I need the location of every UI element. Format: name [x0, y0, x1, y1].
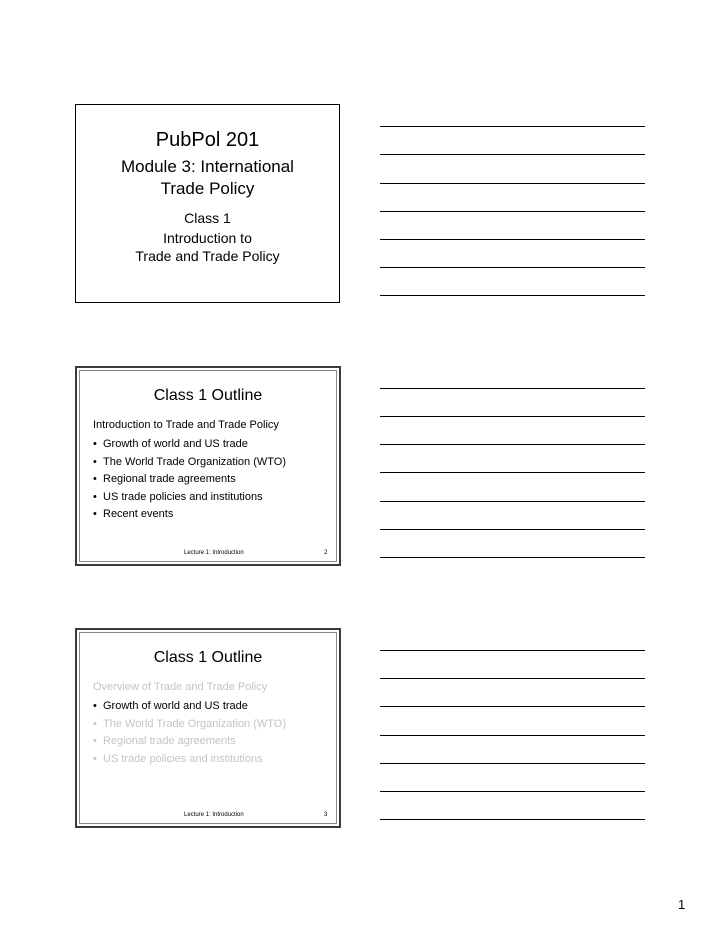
bullet-icon: •	[93, 473, 97, 486]
slide-1-title	[75, 104, 340, 303]
class-label: Class 1	[184, 210, 231, 226]
slide-footer: Lecture 1: Introduction	[184, 812, 244, 818]
slide-number: 3	[324, 812, 328, 818]
slide-subtitle-line-2: Trade Policy	[160, 179, 255, 198]
slide-3-outline	[75, 628, 341, 828]
note-line	[380, 295, 645, 296]
note-line	[380, 650, 645, 651]
outline-item	[93, 716, 286, 734]
outline-item	[93, 471, 286, 489]
note-line	[380, 735, 645, 736]
outline-item	[93, 733, 286, 751]
note-line	[380, 183, 645, 184]
outline-item-text: The World Trade Organization (WTO)	[103, 717, 286, 730]
bullet-icon: •	[93, 490, 97, 503]
note-line	[380, 529, 645, 530]
note-line	[380, 211, 645, 212]
slide-2-outline	[75, 366, 341, 566]
bullet-icon: •	[93, 752, 97, 765]
slide-title: Class 1 Outline	[153, 649, 263, 666]
bullet-icon: •	[93, 438, 97, 450]
bullet-icon: •	[93, 700, 97, 712]
page-number: 1	[678, 897, 686, 912]
outline-item-text: Regional trade agreements	[103, 473, 236, 486]
outline-item	[93, 489, 286, 507]
slide-inner-frame	[79, 632, 337, 824]
slide-number: 2	[324, 550, 328, 556]
outline-item	[93, 506, 286, 524]
note-line	[380, 239, 645, 240]
note-line	[380, 791, 645, 792]
outline-item-text: The World Trade Organization (WTO)	[103, 455, 286, 468]
note-line	[380, 416, 645, 417]
note-line	[380, 472, 645, 473]
description-line-2: Trade and Trade Policy	[135, 248, 280, 264]
note-line	[380, 706, 645, 707]
note-line	[380, 678, 645, 679]
slide-title: PubPol 201	[155, 129, 260, 151]
note-line	[380, 444, 645, 445]
note-line	[380, 557, 645, 558]
outline-list	[93, 698, 286, 768]
note-line	[380, 819, 645, 820]
note-line	[380, 501, 645, 502]
note-line	[380, 388, 645, 389]
description-line-1: Introduction to	[163, 230, 252, 246]
outline-item-text: Recent events	[103, 508, 174, 521]
bullet-icon: •	[93, 455, 97, 468]
outline-heading: Overview of Trade and Trade Policy	[93, 681, 268, 693]
outline-item-text: Growth of world and US trade	[103, 438, 248, 450]
outline-item-text: US trade policies and institutions	[103, 752, 263, 765]
outline-item	[93, 454, 286, 472]
slide-inner-frame	[79, 370, 337, 562]
outline-item-text: US trade policies and institutions	[103, 490, 263, 503]
bullet-icon: •	[93, 717, 97, 730]
outline-item-text: Regional trade agreements	[103, 735, 236, 748]
outline-item	[93, 436, 286, 454]
outline-item-active	[93, 698, 286, 716]
outline-item	[93, 751, 286, 769]
bullet-icon: •	[93, 508, 97, 521]
slide-subtitle-line-1: Module 3: International	[121, 157, 294, 176]
bullet-icon: •	[93, 735, 97, 748]
outline-item-text: Growth of world and US trade	[103, 700, 248, 712]
outline-list	[93, 436, 286, 524]
note-line	[380, 267, 645, 268]
slide-title: Class 1 Outline	[153, 387, 263, 404]
note-line	[380, 763, 645, 764]
outline-heading: Introduction to Trade and Trade Policy	[93, 419, 279, 431]
slide-footer: Lecture 1: Introduction	[184, 550, 244, 556]
note-line	[380, 154, 645, 155]
note-line	[380, 126, 645, 127]
